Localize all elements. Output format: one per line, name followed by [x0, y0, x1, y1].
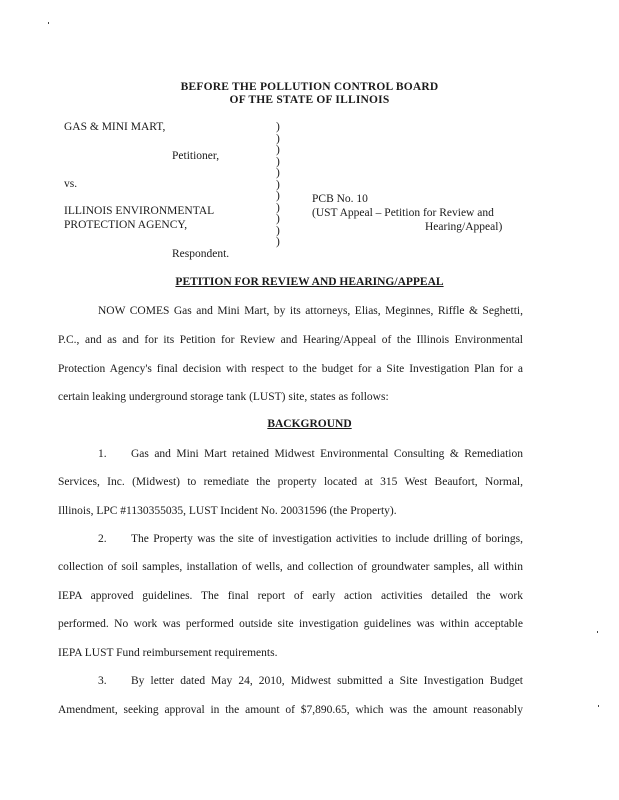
paragraph-1-line-3: Illinois, LPC #1130355035, LUST Incident No. 20031596 (the Property).	[58, 505, 397, 517]
paragraph-2-line-1: The Property was the site of investigation activities to include drilling of borings,	[131, 533, 523, 545]
paragraph-2-line-2: collection of soil samples, installation of wells, and collection of groundwater samples, all within	[58, 561, 523, 573]
paragraph-3-line-2: Amendment, seeking approval in the amount of $7,890.65, which was the amount reasonably	[58, 704, 523, 716]
paragraph-2-line-3: IEPA approved guidelines. The final report of early action activities detailed the work	[58, 590, 523, 602]
paragraph-1-line-2: Services, Inc. (Midwest) to remediate the property located at 315 West Beaufort, Normal,	[58, 476, 523, 488]
paragraph-3-number: 3.	[98, 675, 107, 687]
case-type-line2: Hearing/Appeal)	[425, 221, 503, 233]
scan-speck	[48, 22, 49, 24]
intro-line-1: NOW COMES Gas and Mini Mart, by its attorneys, Elias, Meginnes, Riffle & Seghetti,	[98, 305, 523, 317]
respondent-name-line2: PROTECTION AGENCY,	[64, 219, 188, 231]
court-title-line2: OF THE STATE OF ILLINOIS	[229, 94, 390, 106]
paragraph-1-number: 1.	[98, 448, 107, 460]
petitioner-name: GAS & MINI MART,	[64, 121, 166, 133]
paragraph-2-line-5: IEPA LUST Fund reimbursement requirements.	[58, 647, 278, 659]
respondent-name-line1: ILLINOIS ENVIRONMENTAL	[64, 205, 215, 217]
intro-line-2: P.C., and as and for its Petition for Review and Hearing/Appeal of the Illinois Environmental	[58, 334, 523, 346]
intro-line-4: certain leaking underground storage tank (LUST) site, states as follows:	[58, 391, 389, 403]
background-heading: BACKGROUND	[267, 418, 352, 430]
petition-heading: PETITION FOR REVIEW AND HEARING/APPEAL	[175, 276, 444, 288]
intro-line-3: Protection Agency's final decision with respect to the budget for a Site Investigation Plan for a	[58, 363, 523, 375]
paragraph-2-line-4: performed. No work was performed outside site investigation guidelines was within acceptable	[58, 618, 523, 630]
caption-parentheses: ) ) ) ) ) ) ) ) ) ) )	[276, 121, 280, 248]
petitioner-role: Petitioner,	[172, 150, 220, 162]
scan-speck	[598, 705, 599, 707]
paragraph-2-number: 2.	[98, 533, 107, 545]
court-title-line1: BEFORE THE POLLUTION CONTROL BOARD	[180, 81, 439, 93]
respondent-role: Respondent.	[172, 248, 230, 260]
paragraph-1-line-1: Gas and Mini Mart retained Midwest Environmental Consulting & Remediation	[131, 448, 523, 460]
case-number: PCB No. 10	[312, 193, 368, 205]
case-type-line1: (UST Appeal – Petition for Review and	[312, 207, 494, 219]
versus-label: vs.	[64, 178, 78, 190]
scan-speck	[597, 631, 598, 633]
paragraph-3-line-1: By letter dated May 24, 2010, Midwest submitted a Site Investigation Budget	[131, 675, 523, 687]
